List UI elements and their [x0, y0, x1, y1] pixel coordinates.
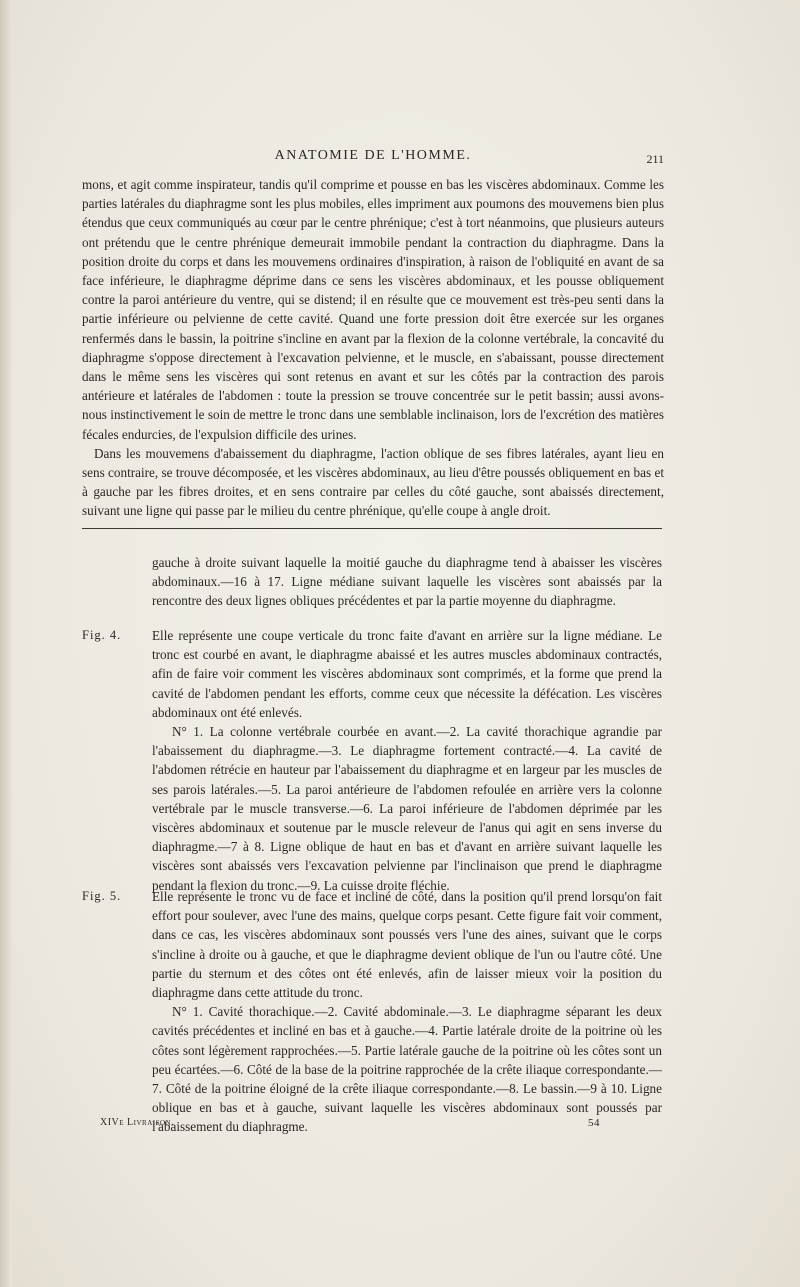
body-paragraph: Dans les mouvemens d'abaissement du diaphragme, l'action oblique de ses fibres latérales, ayant lieu en sens contraire, se trouve décomposée, et les viscères abdominaux, au lieu d'être poussés obliquement en bas et à gauche par les fibres droites, et en sens contraire par celles du côté gauche, sont abaissés directement, suivant une ligne qui passe par le milieu du centre phrénique, qu'elle coupe à angle droit.: [82, 445, 664, 519]
page-footer: [100, 1117, 600, 1133]
page-number: 211: [646, 152, 664, 166]
running-header: [82, 148, 664, 168]
figure-legend: N° 1. La colonne vertébrale courbée en avant.—2. La cavité thorachique agrandie par l'abaissement du diaphragme.—3. Le diaphragme fortement contracté.—4. La cavité de l'abdomen rétrécie en hauteur par l'abaissement du diaphragme et en largeur par les muscles de ses parois latérales.—5. La paroi antérieure de l'abdomen refoulée en arrière vers la colonne vertébrale par le muscle transverse.—6. La paroi inférieure de l'abdomen déprimée par les viscères abdominaux et soutenue par le muscle releveur de l'anus qui agit en sens inverse du diaphragme.—7 à 8. Ligne oblique de haut en bas et d'avant en arrière suivant laquelle les viscères sont abaissés vers l'excavation pelvienne par l'inclinaison que prend le diaphragme pendant la flexion du tronc.—9. La cuisse droite fléchie.: [152, 724, 662, 893]
page-spine-edge: [0, 0, 12, 1287]
figure-description: Elle représente le tronc vu de face et incliné de côté, dans la position qu'il prend lorsqu'on fait effort pour soulever, avec l'une des mains, quelque corps pesant. Cette figure fait voir comment, dans ce cas, les viscères abdominaux sont poussés vers l'une des aines, suivant que le corps s'incline à droite ou à gauche, et que le diaphragme devient oblique de l'un ou l'autre côté. Une partie du sternum et des côtes ont été enlevés, afin de laisser mieux voir la position du diaphragme dans cette attitude du tronc.: [152, 889, 662, 1001]
section-divider-rule: [82, 528, 662, 529]
signature-mark: 54: [588, 1117, 600, 1129]
figure-text: [152, 626, 662, 895]
figure-label: Fig. 4.: [82, 628, 122, 642]
running-title: ANATOMIE DE L'HOMME.: [274, 148, 472, 163]
main-body-text: [82, 175, 664, 521]
body-paragraph: mons, et agit comme inspirateur, tandis qu'il comprime et pousse en bas les viscères abdominaux. Comme les parties latérales du diaphragme sont les plus mobiles, elles impriment aux poumons des mouvemens bien plus étendus que ceux communiqués au cœur par le centre phrénique; c'est à tort néanmoins, que plusieurs auteurs ont prétendu que le centre phrénique demeurait immobile pendant la contraction du diaphragme. Dans la position droite du corps et dans les mouvemens ordinaires d'inspiration, à raison de l'obliquité en avant de sa face inférieure, le diaphragme déprime dans ce sens les viscères abdominaux, et les pousse obliquement contre la paroi antérieure du ventre, qui se distend; il en résulte que ce mouvement est très-peu senti dans la partie inférieure ou pelvienne de cette cavité. Quand une forte pression doit être exercée sur les organes renfermés dans le bassin, la poitrine s'incline en avant par la flexion de la colonne vertébrale, la concavité du diaphragme s'oppose directement à l'excavation pelvienne, et le muscle, en s'abaissant, pousse directement dans le même sens les viscères qui sont retenus en avant et sur les côtés par la contraction des parois antérieure et latérales de l'abdomen : toute la pression se trouve concentrée sur le petit bassin; aussi avons-nous instinctivement le soin de mettre le tronc dans une semblable inclinaison, lors de l'excrétion des matières fécales endurcies, de l'expulsion difficile des urines.: [82, 177, 664, 442]
livraison-mark: XIVe Livraison.: [100, 1117, 175, 1128]
figure-5-explanation: [82, 887, 662, 1137]
figure-text: [152, 887, 662, 1137]
figure-legend: N° 1. Cavité thorachique.—2. Cavité abdominale.—3. Le diaphragme séparant les deux cavités précédentes et incliné en bas et à gauche.—4. Partie latérale droite de la poitrine où les côtes sont légèrement rapprochées.—5. Partie latérale gauche de la poitrine où les côtes sont un peu écartées.—6. Côté de la base de la poitrine rapprochée de la crête iliaque correspondante.—7. Côté de la poitrine éloigné de la crête iliaque correspondante.—8. Le bassin.—9 à 10. Ligne oblique en bas et à gauche, suivant laquelle les viscères abdominaux sont poussés par l'abaissement du diaphragme.: [152, 1004, 662, 1135]
figure-4-explanation: [82, 626, 662, 895]
figure-description: Elle représente une coupe verticale du tronc faite d'avant en arrière sur la ligne médiane. Le tronc est courbé en avant, le diaphragme abaissé et les autres muscles abdominaux contractés, afin de faire voir comment les viscères abdominaux sont comprimés, et la forme que prend la cavité de l'abdomen pendant les efforts, comme ceux que nécessite la défécation. Les viscères abdominaux ont été enlevés.: [152, 628, 662, 720]
continued-legend-text: gauche à droite suivant laquelle la moitié gauche du diaphragme tend à abaisser les viscères abdominaux.—16 à 17. Ligne médiane suivant laquelle les viscères sont abaissés par la rencontre des deux lignes obliques précédentes et par la partie moyenne du diaphragme.: [152, 555, 662, 609]
figure-label: Fig. 5.: [82, 889, 122, 903]
